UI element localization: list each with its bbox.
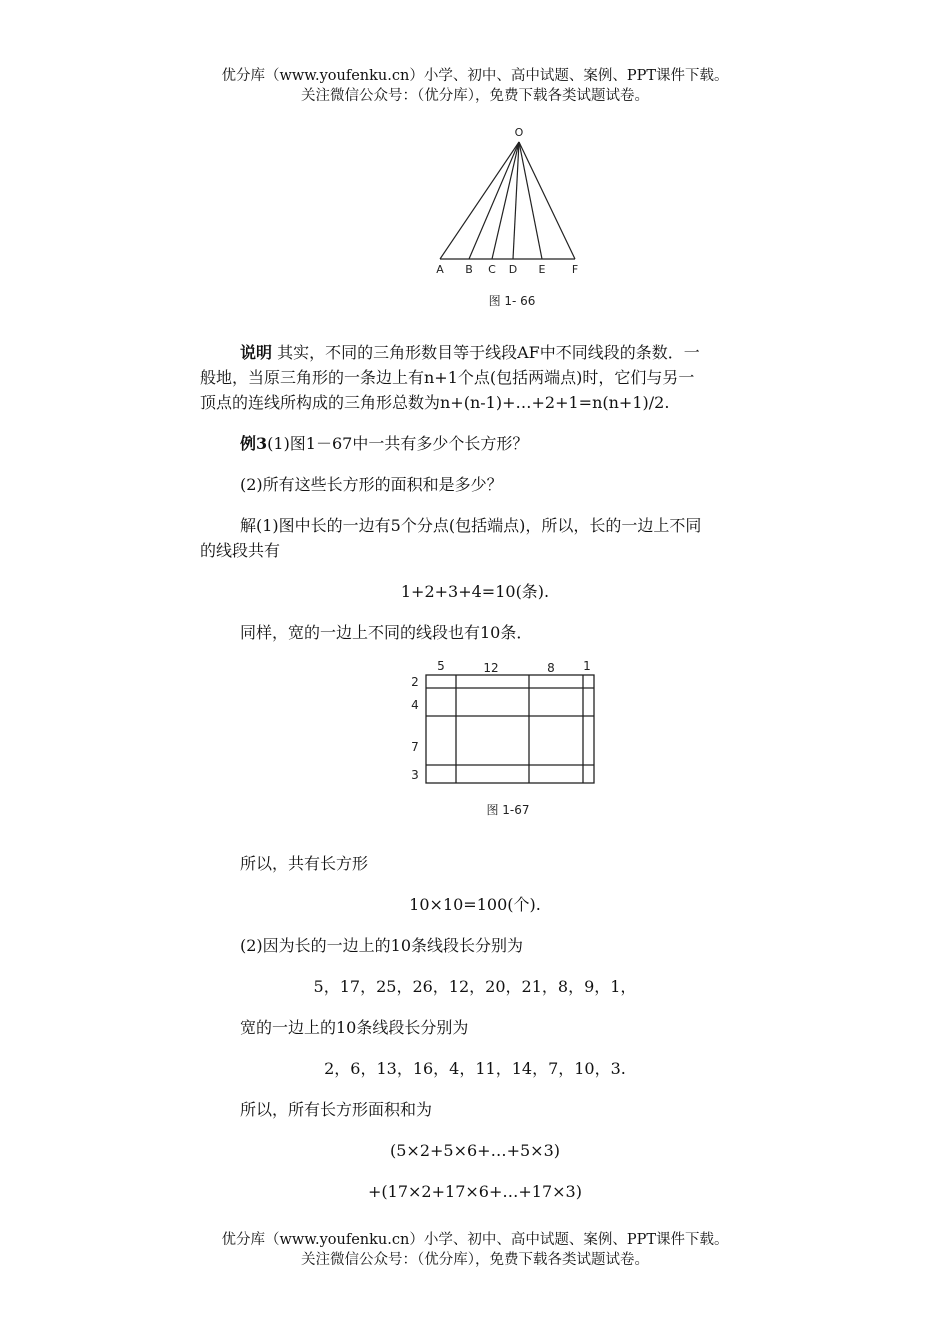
note-text-1: 其实，不同的三角形数目等于线段AF中不同线段的条数．一 xyxy=(272,343,700,362)
line-od xyxy=(513,142,519,259)
figure-caption-67: 图 1-67 xyxy=(486,803,530,817)
example-3-label: 例3 xyxy=(240,434,268,453)
figure-caption-66: 图 1- 66 xyxy=(488,294,536,308)
solution-line-6: 宽的一边上的10条线段长分别为 xyxy=(240,1018,469,1037)
grid-outer-rect xyxy=(426,675,594,783)
line-oa xyxy=(440,142,519,259)
note-line-1 xyxy=(240,341,700,364)
line-of xyxy=(519,142,575,259)
header-line-1: 优分库（www.youfenku.cn）小学、初中、高中试题、案例、PPT课件下载。 xyxy=(221,68,729,84)
label-a: A xyxy=(436,263,444,276)
top-label-1: 1 xyxy=(583,659,591,673)
solution-line-5: (2)因为长的一边上的10条线段长分别为 xyxy=(240,936,524,955)
note-line-2: 般地，当原三角形的一条边上有n+1个点(包括两端点)时，它们与另一 xyxy=(200,368,695,387)
label-f: F xyxy=(571,263,579,276)
solution-line-1: 解(1)图中长的一边有5个分点(包括端点)，所以，长的一边上不同 xyxy=(240,516,702,535)
side-label-3: 3 xyxy=(411,768,419,782)
top-label-8: 8 xyxy=(547,661,555,675)
solution-line-7: 所以，所有长方形面积和为 xyxy=(240,1100,433,1119)
width-list-2: 2，6，13，16，4，11，14，7，10，3. xyxy=(324,1059,626,1078)
figure-1-67 xyxy=(400,655,605,825)
line-ob xyxy=(469,142,519,259)
equation-2: 10×10=100(个). xyxy=(409,895,541,914)
solution-line-2: 的线段共有 xyxy=(200,541,281,560)
equation-3: (5×2+5×6+…+5×3) xyxy=(390,1141,560,1160)
side-label-4: 4 xyxy=(411,698,419,712)
top-label-12: 12 xyxy=(483,661,499,675)
note-line-3: 顶点的连线所构成的三角形总数为n+(n-1)+…+2+1=n(n+1)/2. xyxy=(200,393,670,412)
top-label-5: 5 xyxy=(437,659,445,673)
solution-line-4: 所以，共有长方形 xyxy=(240,854,369,873)
label-c: C xyxy=(488,263,496,276)
footer-line-2: 关注微信公众号：（优分库），免费下载各类试题试卷。 xyxy=(301,1252,649,1268)
line-oe xyxy=(519,142,542,259)
side-label-7: 7 xyxy=(411,740,419,754)
footer-line-1: 优分库（www.youfenku.cn）小学、初中、高中试题、案例、PPT课件下载。 xyxy=(221,1232,729,1248)
equation-1: 1+2+3+4=10(条). xyxy=(400,582,550,601)
label-e: E xyxy=(538,263,546,276)
example-3-question-1 xyxy=(240,432,528,455)
solution-line-3: 同样，宽的一边上不同的线段也有10条． xyxy=(240,623,533,642)
label-d: D xyxy=(508,263,518,276)
equation-4: +(17×2+17×6+…+17×3) xyxy=(368,1182,582,1201)
header-line-2: 关注微信公众号：（优分库），免费下载各类试题试卷。 xyxy=(301,88,649,104)
example-3-q1-text: (1)图1－67中一共有多少个长方形？ xyxy=(267,434,529,453)
example-3-question-2: (2)所有这些长方形的面积和是多少？ xyxy=(240,475,503,494)
label-o: O xyxy=(514,126,524,139)
line-oc xyxy=(492,142,519,259)
label-b: B xyxy=(465,263,473,276)
side-label-2: 2 xyxy=(411,675,419,689)
note-label: 说明 xyxy=(240,343,273,362)
length-list-1: 5，17，25，26，12，20，21，8，9，1， xyxy=(313,977,637,996)
figure-1-66 xyxy=(420,122,600,317)
